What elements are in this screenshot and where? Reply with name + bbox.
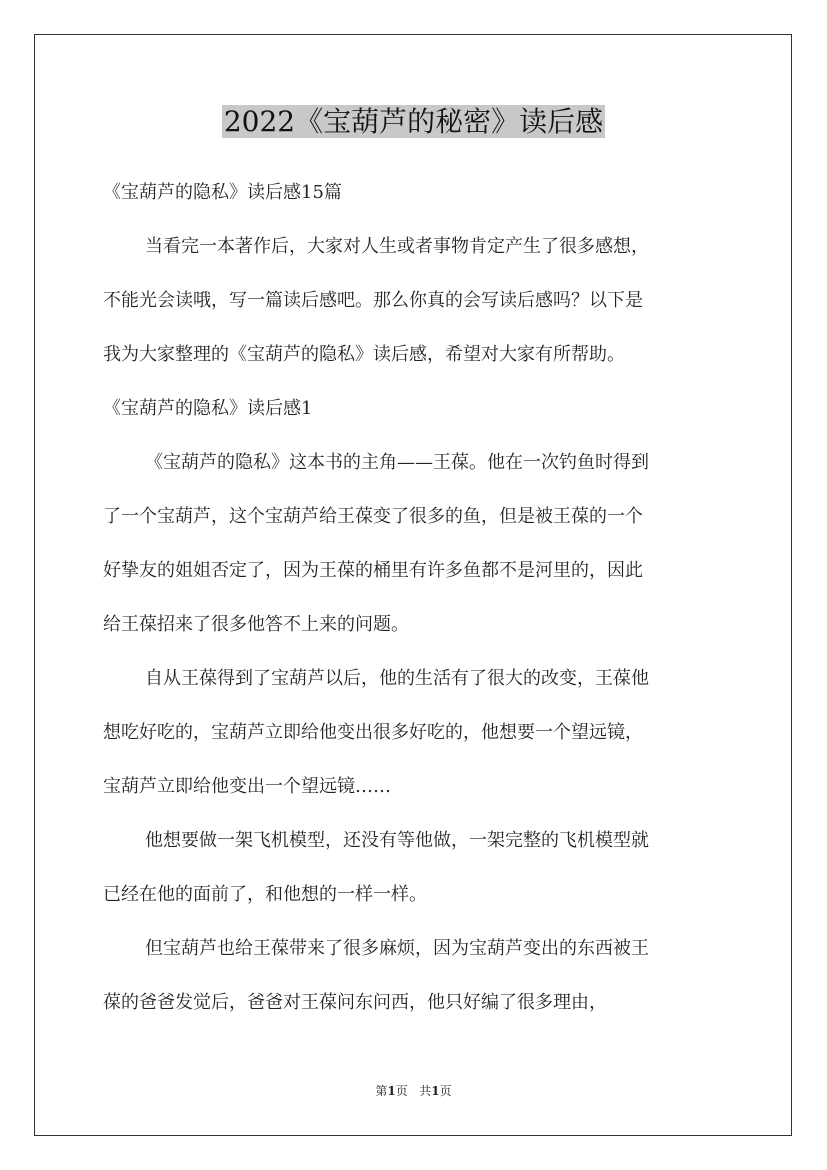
- body-line: 自从王葆得到了宝葫芦以后，他的生活有了很大的改变，王葆他: [145, 668, 649, 689]
- body-line: 《宝葫芦的隐私》读后感15篇: [103, 182, 342, 203]
- body-line: 《宝葫芦的隐私》这本书的主角——王葆。他在一次钓鱼时得到: [145, 452, 649, 473]
- body-line: 想吃好吃的，宝葫芦立即给他变出很多好吃的，他想要一个望远镜，: [103, 722, 643, 743]
- total-pages: 1: [431, 1084, 440, 1098]
- document-title-text: 2022《宝葫芦的秘密》读后感: [223, 105, 604, 138]
- body-line: 不能光会读哦，写一篇读后感吧。那么你真的会写读后感吗？以下是: [103, 290, 643, 311]
- page-footer: [0, 1081, 827, 1101]
- total-prefix: 共: [419, 1084, 432, 1098]
- page-suffix: 页: [395, 1084, 408, 1098]
- section-heading: 《宝葫芦的隐私》读后感1: [103, 398, 313, 419]
- body-line: 我为大家整理的《宝葫芦的隐私》读后感，希望对大家有所帮助。: [103, 344, 625, 365]
- body-line: 当看完一本著作后，大家对人生或者事物肯定产生了很多感想，: [145, 236, 649, 257]
- total-suffix: 页: [439, 1084, 452, 1098]
- body-line: 宝葫芦立即给他变出一个望远镜……: [103, 776, 391, 797]
- page-prefix: 第: [375, 1084, 388, 1098]
- document-title: [0, 100, 827, 144]
- body-line: 好挚友的姐姐否定了，因为王葆的桶里有许多鱼都不是河里的，因此: [103, 560, 643, 581]
- body-line: 但宝葫芦也给王葆带来了很多麻烦，因为宝葫芦变出的东西被王: [145, 938, 649, 959]
- body-line: 他想要做一架飞机模型，还没有等他做，一架完整的飞机模型就: [145, 830, 649, 851]
- body-line: 了一个宝葫芦，这个宝葫芦给王葆变了很多的鱼，但是被王葆的一个: [103, 506, 643, 527]
- body-line: 给王葆招来了很多他答不上来的问题。: [103, 614, 409, 635]
- body-line: 葆的爸爸发觉后，爸爸对王葆问东问西，他只好编了很多理由，: [103, 992, 607, 1013]
- body-line: 已经在他的面前了，和他想的一样一样。: [103, 884, 427, 905]
- page-number: 1: [387, 1084, 396, 1098]
- document-body: [103, 174, 727, 1038]
